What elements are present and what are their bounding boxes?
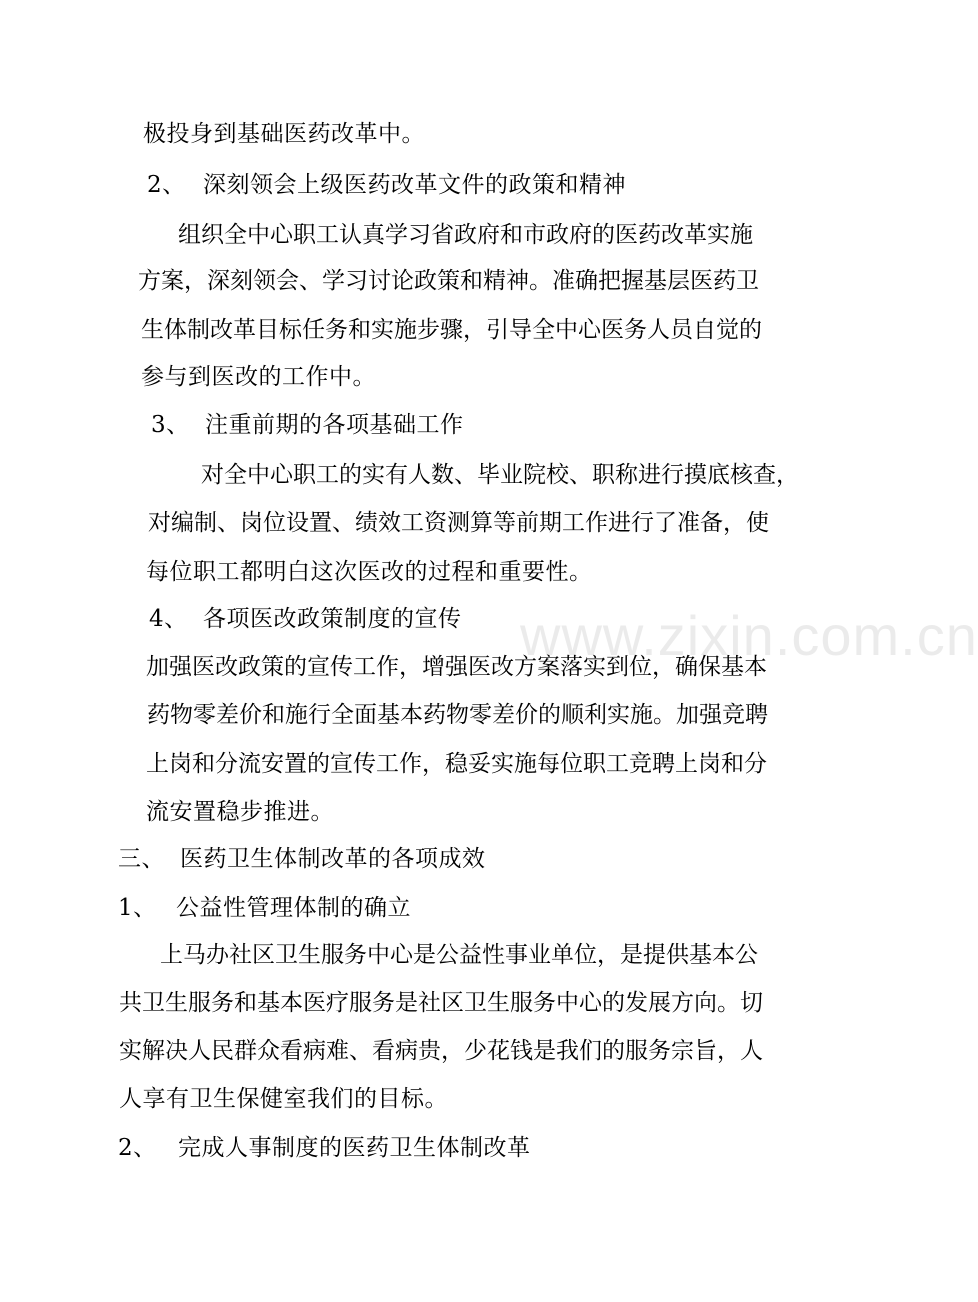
watermark: www.zixin.com.cn — [520, 604, 978, 667]
text-line: 药物零差价和施行全面基本药物零差价的顺利实施。加强竞聘 — [147, 702, 768, 728]
heading-text: 注重前期的各项基础工作 — [205, 412, 464, 438]
heading-text: 公益性管理体制的确立 — [176, 895, 411, 921]
text-line: 极投身到基础医药改革中。 — [143, 121, 425, 147]
text-line: 参与到医改的工作中。 — [141, 364, 376, 390]
text-line: 上岗和分流安置的宣传工作，稳妥实施每位职工竞聘上岗和分 — [146, 751, 767, 777]
heading-number: 2、 — [147, 172, 186, 198]
heading-number: 1、 — [118, 895, 157, 921]
numbered-heading — [147, 170, 626, 200]
heading-text: 完成人事制度的医药卫生体制改革 — [178, 1135, 531, 1161]
text-line: 流安置稳步推进。 — [146, 799, 334, 825]
text-line: 每位职工都明白这次医改的过程和重要性。 — [146, 559, 593, 585]
text-line: 对编制、岗位设置、绩效工资测算等前期工作进行了准备，使 — [148, 510, 769, 536]
heading-number: 4、 — [149, 606, 188, 632]
text-line: 加强医改政策的宣传工作，增强医改方案落实到位，确保基本 — [146, 654, 767, 680]
section-heading — [118, 844, 486, 874]
numbered-heading — [151, 410, 464, 440]
text-line: 共卫生服务和基本医疗服务是社区卫生服务中心的发展方向。切 — [119, 990, 763, 1016]
text-line: 生体制改革目标任务和实施步骤，引导全中心医务人员自觉的 — [141, 317, 762, 343]
text-line: 对全中心职工的实有人数、毕业院校、职称进行摸底核查， — [201, 462, 799, 488]
text-line: 方案，深刻领会、学习讨论政策和精神。准确把握基层医药卫 — [138, 268, 759, 294]
text-line: 实解决人民群众看病难、看病贵，少花钱是我们的服务宗旨，人 — [119, 1038, 763, 1064]
heading-number: 3、 — [151, 412, 190, 438]
numbered-heading — [149, 604, 462, 634]
heading-text: 深刻领会上级医药改革文件的政策和精神 — [203, 172, 626, 198]
text-line: 上马办社区卫生服务中心是公益性事业单位，是提供基本公 — [160, 942, 758, 968]
numbered-heading — [118, 893, 411, 923]
heading-number: 三、 — [118, 846, 165, 872]
heading-number: 2、 — [118, 1135, 157, 1161]
heading-text: 各项医改政策制度的宣传 — [203, 606, 462, 632]
text-line: 人享有卫生保健室我们的目标。 — [119, 1086, 448, 1112]
text-line: 组织全中心职工认真学习省政府和市政府的医药改革实施 — [178, 222, 753, 248]
numbered-heading — [118, 1133, 531, 1163]
heading-text: 医药卫生体制改革的各项成效 — [180, 846, 486, 872]
